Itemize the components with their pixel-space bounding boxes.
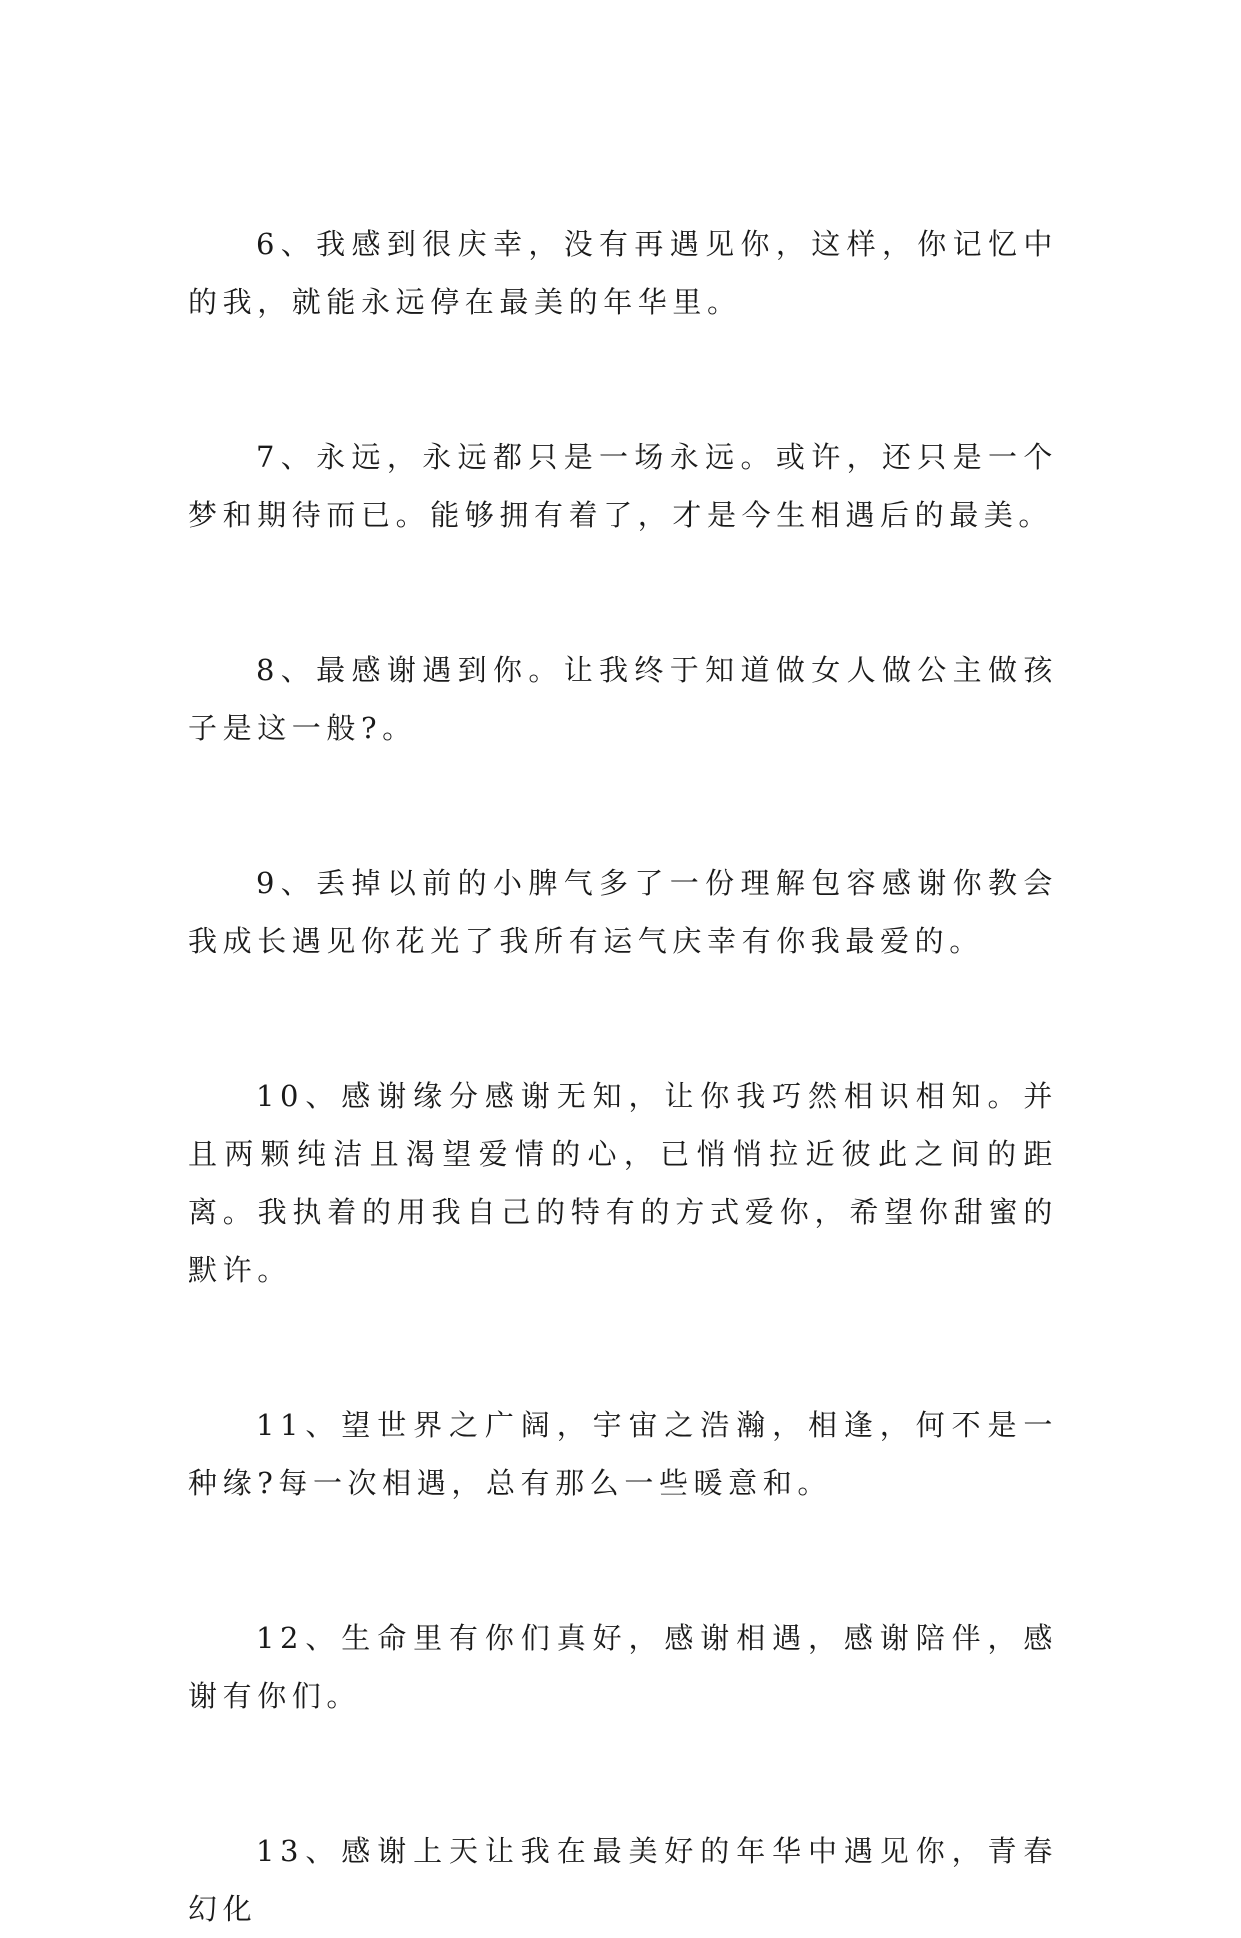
- document-body: [188, 215, 1058, 1938]
- paragraph-12: 12、生命里有你们真好，感谢相遇，感谢陪伴，感谢有你们。: [188, 1621, 1058, 1713]
- paragraph-9: 9、丢掉以前的小脾气多了一份理解包容感谢你教会我成长遇见你花光了我所有运气庆幸有你我最爱的。: [188, 866, 1058, 958]
- paragraph-8: 8、最感谢遇到你。让我终于知道做女人做公主做孩子是这一般?。: [188, 653, 1058, 745]
- paragraph-13: 13、感谢上天让我在最美好的年华中遇见你，青春幻化: [188, 1834, 1058, 1926]
- paragraph-6: 6、我感到很庆幸，没有再遇见你，这样，你记忆中的我，就能永远停在最美的年华里。: [188, 227, 1058, 319]
- paragraph-11: 11、望世界之广阔，宇宙之浩瀚，相逢，何不是一种缘?每一次相遇，总有那么一些暖意和。: [188, 1408, 1058, 1500]
- paragraph-10: 10、感谢缘分感谢无知，让你我巧然相识相知。并且两颗纯洁且渴望爱情的心，已悄悄拉近彼此之间的距离。我执着的用我自己的特有的方式爱你，希望你甜蜜的默许。: [188, 1079, 1058, 1287]
- paragraph-7: 7、永远，永远都只是一场永远。或许，还只是一个梦和期待而已。能够拥有着了，才是今生相遇后的最美。: [188, 440, 1058, 532]
